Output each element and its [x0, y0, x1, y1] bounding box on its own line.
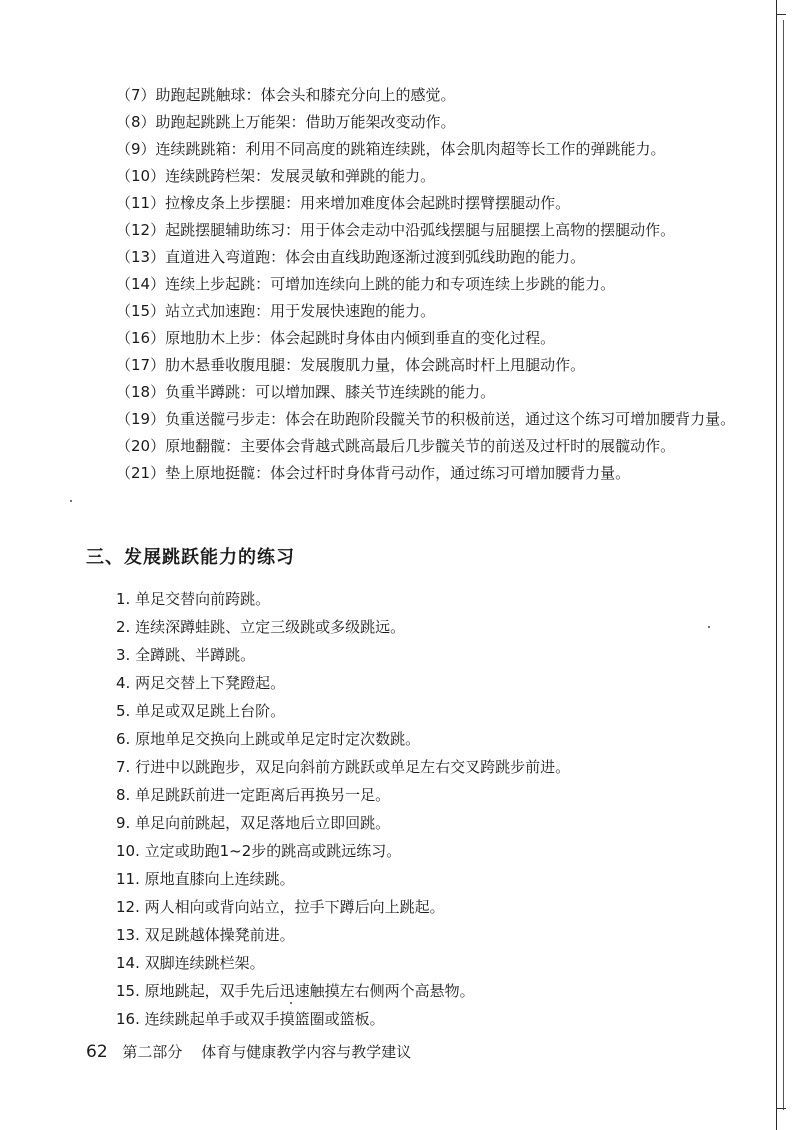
paragraph: （16）原地肋木上步：体会起跳时身体由内倾到垂直的变化过程。: [116, 329, 556, 347]
list-item: 7. 行进中以跳跑步，双足向斜前方跳跃或单足左右交叉跨跳步前进。: [116, 758, 571, 776]
scan-speck: [70, 500, 72, 502]
exercise-list: [116, 585, 736, 1033]
scan-edge-line-inner: [783, 20, 784, 1110]
list-item: 13. 双足跳越体操凳前进。: [116, 926, 295, 944]
list-item: 3. 全蹲跳、半蹲跳。: [116, 646, 256, 664]
list-item: 9. 单足向前跳起，双足落地后立即回跳。: [116, 814, 391, 832]
paragraph: （21）垫上原地挺髋：体会过杆时身体背弓动作，通过练习可增加腰背力量。: [116, 464, 631, 482]
scan-edge-tick: [776, 14, 786, 15]
footer-part-label: 第二部分: [122, 1043, 183, 1061]
list-item: 14. 双脚连续跳栏架。: [116, 954, 265, 972]
page-number: 62: [86, 1042, 108, 1062]
list-item: 11. 原地直膝向上连续跳。: [116, 870, 295, 888]
list-item: 1. 单足交替向前跨跳。: [116, 590, 271, 608]
list-item: 2. 连续深蹲蛙跳、立定三级跳或多级跳远。: [116, 618, 406, 636]
paragraph: （9）连续跳跳箱：利用不同高度的跳箱连续跳，体会肌肉超等长工作的弹跳能力。: [116, 140, 666, 158]
list-item: 16. 连续跳起单手或双手摸篮圈或篮板。: [116, 1010, 385, 1028]
list-item: 10. 立定或助跑1~2步的跳高或跳远练习。: [116, 842, 402, 860]
paragraph: （13）直道进入弯道跑：体会由直线助跑逐渐过渡到弧线助跑的能力。: [116, 248, 586, 266]
paragraph: （14）连续上步起跳：可增加连续向上跳的能力和专项连续上步跳的能力。: [116, 275, 616, 293]
paragraph: （19）负重送髋弓步走：体会在助跑阶段髋关节的积极前送，通过这个练习可增加腰背力量。: [116, 410, 736, 428]
list-item: 12. 两人相向或背向站立，拉手下蹲后向上跳起。: [116, 898, 445, 916]
paragraph: （18）负重半蹲跳：可以增加踝、膝关节连续跳的能力。: [116, 383, 496, 401]
list-item: 15. 原地跳起，双手先后迅速触摸左右侧两个高悬物。: [116, 982, 475, 1000]
list-item: 6. 原地单足交换向上跳或单足定时定次数跳。: [116, 730, 421, 748]
paragraph-list: [86, 82, 736, 487]
scan-edge-line: [776, 0, 777, 1130]
paragraph: （20）原地翻髋：主要体会背越式跳高最后几步髋关节的前送及过杆时的展髋动作。: [116, 437, 676, 455]
scan-edge-tick: [776, 1108, 786, 1109]
paragraph: （8）助跑起跳跳上万能架：借助万能架改变动作。: [116, 113, 456, 131]
paragraph: （7）助跑起跳触球：体会头和膝充分向上的感觉。: [116, 86, 456, 104]
paragraph: （11）拉橡皮条上步摆腿：用来增加难度体会起跳时摆臂摆腿动作。: [116, 194, 571, 212]
footer-title: 体育与健康教学内容与教学建议: [201, 1043, 412, 1061]
paragraph: （17）肋木悬垂收腹甩腿：发展腹肌力量，体会跳高时杆上甩腿动作。: [116, 356, 586, 374]
paragraph: （10）连续跳跨栏架：发展灵敏和弹跳的能力。: [116, 167, 436, 185]
section-heading: 三、发展跳跃能力的练习: [86, 547, 295, 568]
paragraph: （12）起跳摆腿辅助练习：用于体会走动中沿弧线摆腿与屈腿摆上高物的摆腿动作。: [116, 221, 676, 239]
list-item: 4. 两足交替上下凳蹬起。: [116, 674, 286, 692]
list-item: 8. 单足跳跃前进一定距离后再换另一足。: [116, 786, 391, 804]
list-item: 5. 单足或双足跳上台阶。: [116, 702, 286, 720]
paragraph: （15）站立式加速跑：用于发展快速跑的能力。: [116, 302, 436, 320]
page-footer: [86, 1040, 411, 1064]
